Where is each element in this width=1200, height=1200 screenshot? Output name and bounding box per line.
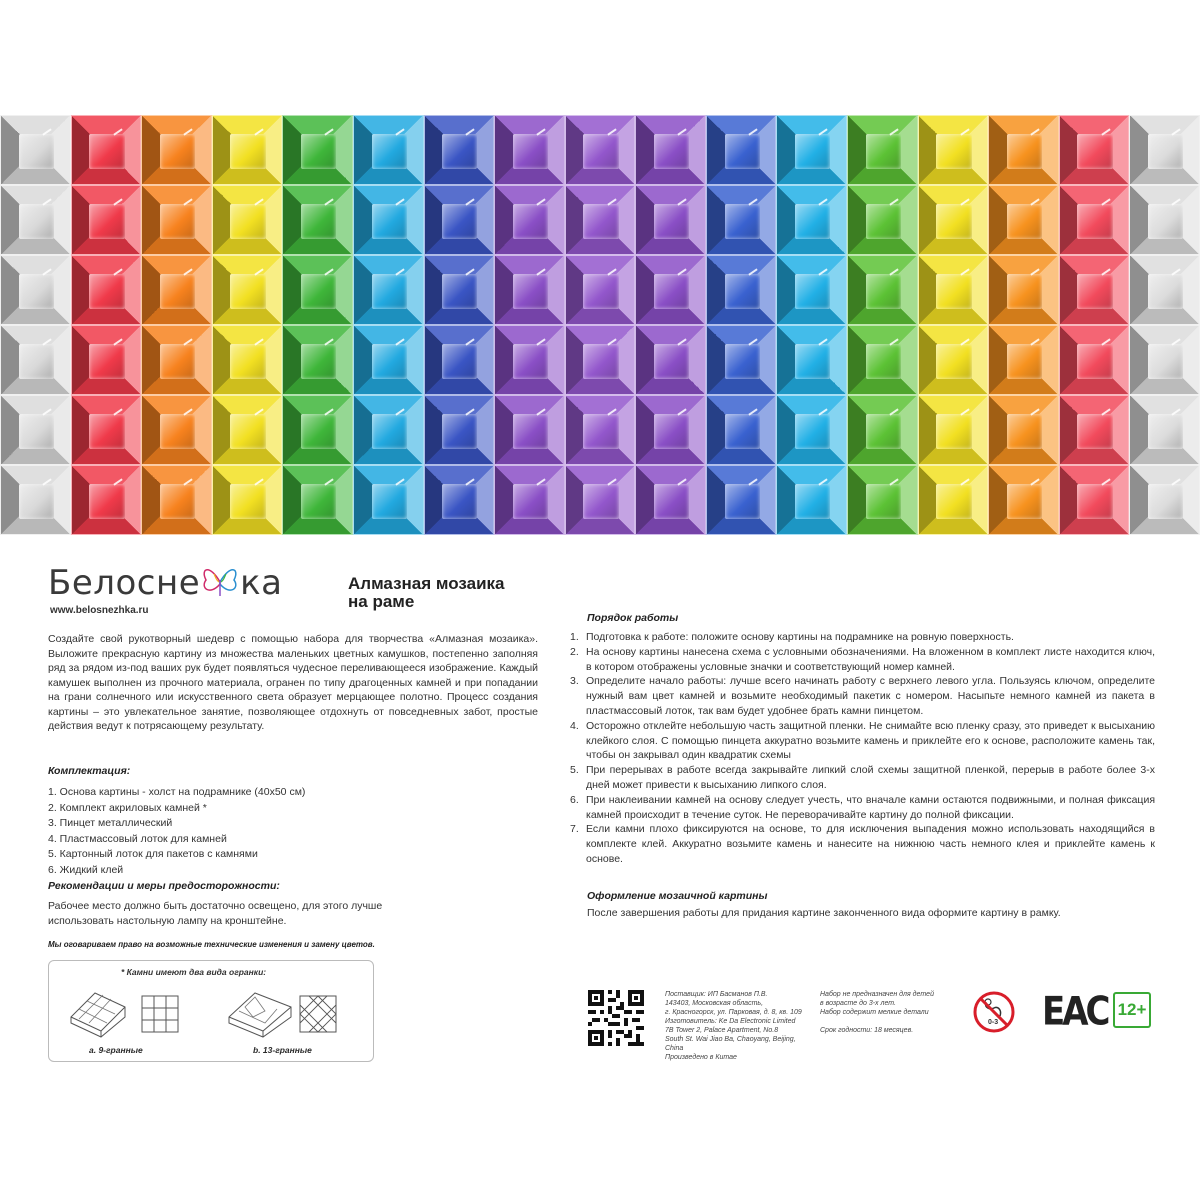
gem-table-facet [654, 134, 689, 169]
gem-table-facet [866, 484, 901, 519]
procedure-heading: Порядок работы [587, 612, 679, 624]
gem-table-facet [230, 134, 265, 169]
gem-red [1059, 395, 1130, 465]
gem-table-facet [513, 484, 548, 519]
gem-blue [706, 395, 777, 465]
diamond-mosaic-band [0, 115, 1200, 535]
gem-violet [494, 395, 565, 465]
step-number: 7. [570, 823, 579, 836]
procedure-steps [570, 630, 1155, 867]
nine-facet-label: a. 9-гранные [89, 1045, 143, 1055]
gem-blue [424, 395, 495, 465]
step-number: 1. [570, 631, 579, 643]
step-number: 5. [570, 764, 579, 777]
kit-item: 6. Жидкий клей [48, 863, 124, 876]
gem-blue [706, 465, 777, 535]
gem-table-facet [1148, 274, 1183, 309]
gem-table-facet [1007, 344, 1042, 379]
age-note [820, 990, 950, 1035]
gem-yellow [918, 255, 989, 325]
gem-table-facet [442, 204, 477, 239]
gem-violet [635, 395, 706, 465]
gem-table-facet [583, 484, 618, 519]
step-number: 6. [570, 793, 579, 806]
gem-orange [988, 185, 1059, 255]
gem-table-facet [372, 204, 407, 239]
kit-list [48, 785, 305, 878]
kit-item: 2. Комплект акриловых камней * [48, 801, 207, 814]
step-text: На основу картины нанесена схема с условными обозначениями. На вложенном в комплект листе находится ключ, в котором отображены условные значки и соответствующий номер камней. [586, 645, 1155, 673]
gem-red [71, 325, 142, 395]
age-note-line: Набор не предназначен для детей [820, 991, 934, 998]
step-number: 3. [570, 675, 579, 688]
procedure-step [570, 763, 1155, 793]
gem-table-facet [654, 204, 689, 239]
gem-table-facet [1077, 344, 1112, 379]
supplier-info [665, 990, 805, 1062]
gem-table-facet [513, 414, 548, 449]
gem-table-facet [372, 344, 407, 379]
gem-table-facet [160, 344, 195, 379]
kit-item: 3. Пинцет металлический [48, 817, 173, 829]
gem-table-facet [654, 484, 689, 519]
gem-yellow [212, 325, 283, 395]
gem-table-facet [19, 204, 54, 239]
gem-table-facet [160, 414, 195, 449]
supplier-line: South St. Wai Jiao Ba, Chaoyang, Beijing, China [665, 1036, 796, 1052]
age-note-line [820, 1017, 950, 1026]
gem-table-facet [1007, 484, 1042, 519]
step-text: Осторожно отклейте небольшую часть защитной пленки. Не снимайте всю пленку сразу, это приведет к высыханию клейкого слоя. С помощью пинцета аккуратно возьмите камень и приклейте его к основе, расположите камень так, чтобы он закрывал один квадратик схемы [586, 719, 1155, 762]
qr-code-icon [588, 990, 644, 1046]
gem-white [1129, 465, 1200, 535]
gem-yellow [918, 325, 989, 395]
website-url: www.belosnezhka.ru [50, 605, 149, 616]
gem-violet [635, 325, 706, 395]
gem-table-facet [1148, 484, 1183, 519]
gem-white [0, 395, 71, 465]
logo-text-right: ка [240, 563, 283, 603]
procedure-step [570, 674, 1155, 718]
nine-facet-grid-icon [141, 995, 179, 1033]
gem-violet [635, 185, 706, 255]
gem-red [1059, 185, 1130, 255]
gem-table-facet [301, 134, 336, 169]
gem-green [282, 325, 353, 395]
gem-cyan [353, 395, 424, 465]
gem-table-facet [866, 414, 901, 449]
gem-white [0, 115, 71, 185]
gem-table-facet [1007, 134, 1042, 169]
choking-warning-icon [972, 990, 1016, 1034]
gem-table-facet [372, 274, 407, 309]
gem-table-facet [725, 344, 760, 379]
gem-table-facet [1148, 204, 1183, 239]
gem-table-facet [725, 414, 760, 449]
gem-table-facet [936, 414, 971, 449]
gem-yellow [918, 115, 989, 185]
gem-table-facet [654, 344, 689, 379]
gem-blue [706, 325, 777, 395]
step-text: При наклеивании камней на основу следует учесть, что вначале камни остаются подвижными, и полная фиксация камней происходит в течение суток. Не переворачивайте картину до полной фиксации. [586, 793, 1155, 821]
gem-violet [565, 395, 636, 465]
gem-white [0, 255, 71, 325]
eac-mark: EAC [1042, 989, 1108, 1035]
thirteen-facet-label: b. 13-гранные [253, 1045, 312, 1055]
gem-cyan [776, 325, 847, 395]
gem-table-facet [1148, 414, 1183, 449]
gem-table-facet [725, 134, 760, 169]
gem-violet [565, 115, 636, 185]
gem-cyan [776, 255, 847, 325]
gem-table-facet [230, 204, 265, 239]
gem-table-facet [19, 414, 54, 449]
gem-cyan [776, 185, 847, 255]
gem-white [0, 185, 71, 255]
thirteen-facet-gem-icon [225, 987, 295, 1039]
safety-text: Рабочее место должно быть достаточно освещено, для этого лучше использовать настольную лампу на кронштейне. [48, 900, 383, 927]
gem-table-facet [230, 274, 265, 309]
gem-table-facet [19, 344, 54, 379]
gem-yellow [212, 115, 283, 185]
gem-table-facet [301, 344, 336, 379]
gem-table-facet [372, 134, 407, 169]
age-rating-badge [1113, 992, 1151, 1028]
gem-table-facet [513, 204, 548, 239]
gem-table-facet [795, 414, 830, 449]
supplier-line: 7B Tower 2, Palace Apartment, No.8 [665, 1027, 779, 1034]
gem-table-facet [936, 484, 971, 519]
gem-red [71, 395, 142, 465]
kit-item: 4. Пластмассовый лоток для камней [48, 832, 227, 845]
gem-orange [988, 395, 1059, 465]
gem-table-facet [654, 274, 689, 309]
gem-blue [424, 325, 495, 395]
gem-cyan [353, 325, 424, 395]
design-text: После завершения работы для придания картине законченного вида оформите картину в рамку. [587, 907, 1061, 919]
gem-table-facet [19, 484, 54, 519]
gem-green [847, 465, 918, 535]
gem-table-facet [513, 134, 548, 169]
procedure-step [570, 719, 1155, 763]
gem-green [282, 465, 353, 535]
step-text: Подготовка к работе: положите основу картины на подрамнике на ровную поверхность. [586, 631, 1014, 643]
gem-orange [988, 115, 1059, 185]
product-title-line2: на раме [348, 592, 415, 611]
gem-green [282, 395, 353, 465]
gem-table-facet [160, 204, 195, 239]
intro-paragraph: Создайте свой рукотворный шедевр с помощью набора для творчества «Алмазная мозаика». Выложите прекрасную картину из множества маленьких цветных камушков, постепенно заполняя ряд за рядом из-под ваших рук будет появляться чудесное переливающееся изображение. Каждый камушек выполнен из прочного материала, огранен по типу драгоценных камней и при попадании на грани солнечного или искусственного света образует мерцающее полотно. Процесс создания картины – это увлекательное занятие, позволяющее отдохнуть от повседневных забот, простые действия ведут к потрясающему результату. [48, 633, 538, 732]
gem-table-facet [654, 414, 689, 449]
butterfly-icon [200, 562, 240, 602]
gem-table-facet [1007, 274, 1042, 309]
gem-table-facet [725, 204, 760, 239]
gem-white [0, 325, 71, 395]
gem-table-facet [1077, 274, 1112, 309]
gem-red [1059, 115, 1130, 185]
gem-orange [988, 325, 1059, 395]
procedure-step [570, 645, 1155, 675]
gem-red [71, 115, 142, 185]
step-text: Определите начало работы: лучше всего начинать работу с верхнего левого угла. Пользуясь ключом, определите нужный вам цвет камней и возьмите необходимый пакетик с номером. Насыпьте немного камней из пакета в пластмассовый лоток, так вам будет удобнее брать камни пинцетом. [586, 675, 1155, 717]
gem-yellow [918, 185, 989, 255]
gem-table-facet [372, 484, 407, 519]
gem-table-facet [866, 204, 901, 239]
gem-cyan [353, 465, 424, 535]
gem-violet [635, 115, 706, 185]
gem-table-facet [583, 134, 618, 169]
gem-table-facet [301, 274, 336, 309]
gem-table-facet [1007, 414, 1042, 449]
thirteen-facet-grid-icon [299, 995, 337, 1033]
age-note-line: Набор содержит мелкие детали [820, 1009, 929, 1016]
design-heading: Оформление мозаичной картины [587, 890, 768, 902]
gem-orange [141, 255, 212, 325]
gem-table-facet [936, 134, 971, 169]
gem-table-facet [301, 414, 336, 449]
gem-table-facet [230, 484, 265, 519]
gem-violet [494, 255, 565, 325]
procedure-step [570, 822, 1155, 866]
gem-orange [141, 325, 212, 395]
gem-yellow [212, 185, 283, 255]
gem-green [282, 185, 353, 255]
gem-table-facet [301, 204, 336, 239]
gem-violet [635, 465, 706, 535]
gem-red [1059, 325, 1130, 395]
gem-table-facet [866, 134, 901, 169]
procedure-step [570, 630, 1155, 645]
gem-table-facet [1077, 414, 1112, 449]
gem-table-facet [89, 274, 124, 309]
kit-item: 1. Основа картины - холст на подрамнике (40х50 см) [48, 786, 306, 798]
gem-table-facet [1077, 134, 1112, 169]
gem-green [847, 395, 918, 465]
logo-text-left: Белосне [48, 563, 201, 603]
gem-blue [424, 255, 495, 325]
gem-violet [565, 465, 636, 535]
supplier-line: Поставщик: ИП Басманов П.В. [665, 991, 768, 998]
gem-cyan [353, 255, 424, 325]
product-title [348, 575, 505, 611]
gem-table-facet [19, 134, 54, 169]
gem-table-facet [866, 344, 901, 379]
gem-table-facet [1148, 344, 1183, 379]
gem-green [282, 255, 353, 325]
gem-table-facet [89, 484, 124, 519]
gem-red [71, 185, 142, 255]
step-text: Если камни плохо фиксируются на основе, то для исключения выпадения можно использовать находящийся в комплекте клей. Аккуратно возьмите камень и нанесите на нижнюю часть немного клея и приклейте камень к основе. [586, 823, 1155, 865]
gem-table-facet [725, 484, 760, 519]
gem-table-facet [1077, 204, 1112, 239]
safety-heading: Рекомендации и меры предосторожности: [48, 880, 280, 892]
gem-orange [141, 395, 212, 465]
gem-table-facet [795, 484, 830, 519]
kit-heading: Комплектация: [48, 765, 131, 777]
age-warning-label: 0-3 [988, 1019, 999, 1026]
gem-table-facet [513, 274, 548, 309]
gem-yellow [212, 465, 283, 535]
gem-orange [141, 465, 212, 535]
gem-table-facet [936, 204, 971, 239]
gem-table-facet [89, 134, 124, 169]
age-rating-text: 12+ [1117, 1000, 1147, 1019]
gem-table-facet [866, 274, 901, 309]
gem-blue [706, 185, 777, 255]
gem-table-facet [795, 134, 830, 169]
gem-yellow [918, 465, 989, 535]
gem-red [71, 255, 142, 325]
gem-table-facet [583, 414, 618, 449]
gem-green [847, 115, 918, 185]
gem-table-facet [89, 204, 124, 239]
gem-white [1129, 395, 1200, 465]
gem-table-facet [89, 344, 124, 379]
gem-violet [565, 255, 636, 325]
gem-table-facet [160, 274, 195, 309]
gem-green [847, 325, 918, 395]
gem-white [0, 465, 71, 535]
step-text: При перерывах в работе всегда закрывайте липкий слой схемы защитной пленкой, перерыв в работе более 3-х дней может привести к высыханию липкого слоя. [586, 764, 1155, 791]
gem-blue [424, 465, 495, 535]
brand-logo [48, 562, 283, 616]
cuts-title: * Камни имеют два вида огранки: [121, 967, 267, 977]
gem-violet [494, 115, 565, 185]
cuts-box [48, 960, 374, 1062]
gem-table-facet [513, 344, 548, 379]
gem-red [1059, 255, 1130, 325]
gem-orange [988, 255, 1059, 325]
gem-table-facet [442, 134, 477, 169]
step-number: 4. [570, 719, 579, 732]
gem-table-facet [442, 484, 477, 519]
gem-table-facet [442, 344, 477, 379]
gem-table-facet [19, 274, 54, 309]
gem-table-facet [89, 414, 124, 449]
gem-blue [706, 115, 777, 185]
gem-table-facet [230, 414, 265, 449]
gem-table-facet [936, 344, 971, 379]
age-note-line: в возрасте до 3-х лет. [820, 1000, 896, 1007]
gem-table-facet [795, 204, 830, 239]
gem-green [847, 185, 918, 255]
gem-violet [565, 185, 636, 255]
gem-table-facet [1148, 134, 1183, 169]
kit-item: 5. Картонный лоток для пакетов с камнями [48, 848, 258, 860]
gem-table-facet [583, 274, 618, 309]
gem-white [1129, 115, 1200, 185]
gem-table-facet [160, 134, 195, 169]
gem-table-facet [1007, 204, 1042, 239]
gem-table-facet [160, 484, 195, 519]
gem-table-facet [725, 274, 760, 309]
gem-table-facet [1077, 484, 1112, 519]
supplier-line: Произведено в Китае [665, 1054, 737, 1061]
age-note-line: Срок годности: 18 месяцев. [820, 1027, 914, 1034]
gem-red [1059, 465, 1130, 535]
rights-note: Мы оговариваем право на возможные технические изменения и замену цветов. [48, 940, 375, 949]
gem-green [282, 115, 353, 185]
gem-yellow [918, 395, 989, 465]
gem-white [1129, 325, 1200, 395]
gem-orange [141, 115, 212, 185]
gem-table-facet [230, 344, 265, 379]
nine-facet-gem-icon [67, 987, 129, 1039]
gem-violet [494, 185, 565, 255]
gem-white [1129, 255, 1200, 325]
gem-blue [424, 115, 495, 185]
gem-table-facet [795, 344, 830, 379]
gem-table-facet [442, 274, 477, 309]
gem-violet [635, 255, 706, 325]
gem-table-facet [372, 414, 407, 449]
supplier-line: 143403, Московская область, [665, 1000, 764, 1007]
gem-violet [494, 325, 565, 395]
gem-cyan [353, 185, 424, 255]
gem-green [847, 255, 918, 325]
gem-yellow [212, 255, 283, 325]
gem-cyan [776, 465, 847, 535]
gem-table-facet [442, 414, 477, 449]
gem-blue [706, 255, 777, 325]
gem-cyan [353, 115, 424, 185]
gem-cyan [776, 115, 847, 185]
product-title-line1: Алмазная мозаика [348, 574, 505, 593]
gem-violet [494, 465, 565, 535]
procedure-step [570, 793, 1155, 823]
gem-blue [424, 185, 495, 255]
gem-yellow [212, 395, 283, 465]
gem-white [1129, 185, 1200, 255]
gem-table-facet [936, 274, 971, 309]
gem-table-facet [301, 484, 336, 519]
step-number: 2. [570, 645, 579, 658]
gem-red [71, 465, 142, 535]
gem-table-facet [795, 274, 830, 309]
gem-orange [988, 465, 1059, 535]
gem-orange [141, 185, 212, 255]
gem-table-facet [583, 204, 618, 239]
gem-violet [565, 325, 636, 395]
gem-table-facet [583, 344, 618, 379]
gem-cyan [776, 395, 847, 465]
supplier-line: Изготовитель: Ke Da Electronic Limited [665, 1018, 796, 1025]
supplier-line: г. Красногорск, ул. Парковая, д. 8, кв. 109 [665, 1009, 802, 1016]
